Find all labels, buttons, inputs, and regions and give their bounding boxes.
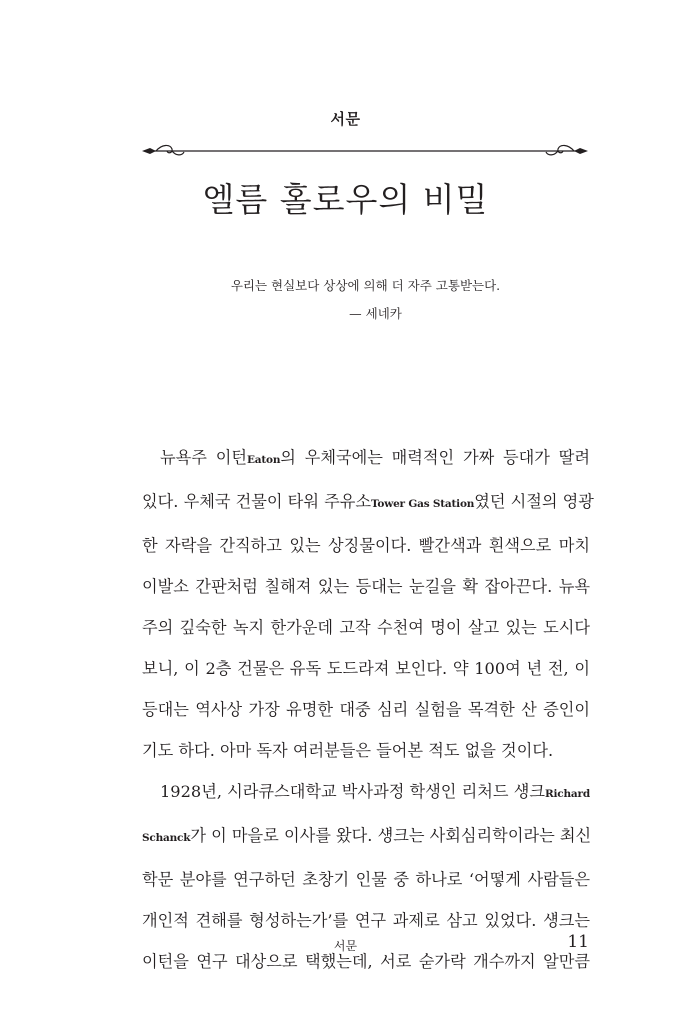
- chapter-title: 엘름 홀로우의 비밀: [202, 180, 489, 219]
- body-line: 보니, 이 2층 건물은 유독 도드라져 보인다. 약 100여 년 전, 이: [142, 659, 590, 678]
- body-line: 기도 하다. 아마 독자 여러분들은 들어본 적도 없을 것이다.: [142, 741, 554, 760]
- body-line: 개인적 견해를 형성하는가’를 연구 과제로 삼고 있었다. 섕크는: [142, 911, 590, 930]
- body-line: 한 자락을 간직하고 있는 상징물이다. 빨간색과 흰색으로 마치: [142, 536, 590, 555]
- body-line: 뉴욕주 이턴Eaton의 우체국에는 매력적인 가짜 등대가 딸려: [160, 448, 590, 467]
- body-line: 주의 깊숙한 녹지 한가운데 고작 수천여 명이 살고 있는 도시다: [142, 618, 590, 637]
- body-line: 학문 분야를 연구하던 초창기 인물 중 하나로 ‘어떻게 사람들은: [142, 870, 590, 889]
- body-line: 있다. 우체국 건물이 타워 주유소Tower Gas Station였던 시절의 영광: [142, 492, 594, 511]
- epigraph-quote: 우리는 현실보다 상상에 의해 더 자주 고통받는다.: [230, 278, 501, 293]
- epigraph-author: — 세네카: [349, 306, 402, 321]
- body-line: 이발소 간판처럼 칠해져 있는 등대는 눈길을 확 잡아끈다. 뉴욕: [142, 577, 590, 596]
- section-label: 서문: [330, 110, 361, 128]
- page-number: 11: [567, 932, 589, 952]
- epigraph: [0, 272, 691, 328]
- body-line: 등대는 역사상 가장 유명한 대중 심리 실험을 목격한 산 증인이: [142, 700, 590, 719]
- ornamental-divider: [140, 140, 590, 162]
- footer-section-label: 서문: [333, 939, 358, 953]
- body-text: [142, 437, 594, 982]
- body-line: 1928년, 시라큐스대학교 박사과정 학생인 리처드 섕크Richard: [160, 782, 590, 801]
- body-line: Schanck가 이 마을로 이사를 왔다. 섕크는 사회심리학이라는 최신: [142, 826, 592, 845]
- body-line: 이턴을 연구 대상으로 택했는데, 서로 숟가락 개수까지 알만큼: [142, 952, 590, 971]
